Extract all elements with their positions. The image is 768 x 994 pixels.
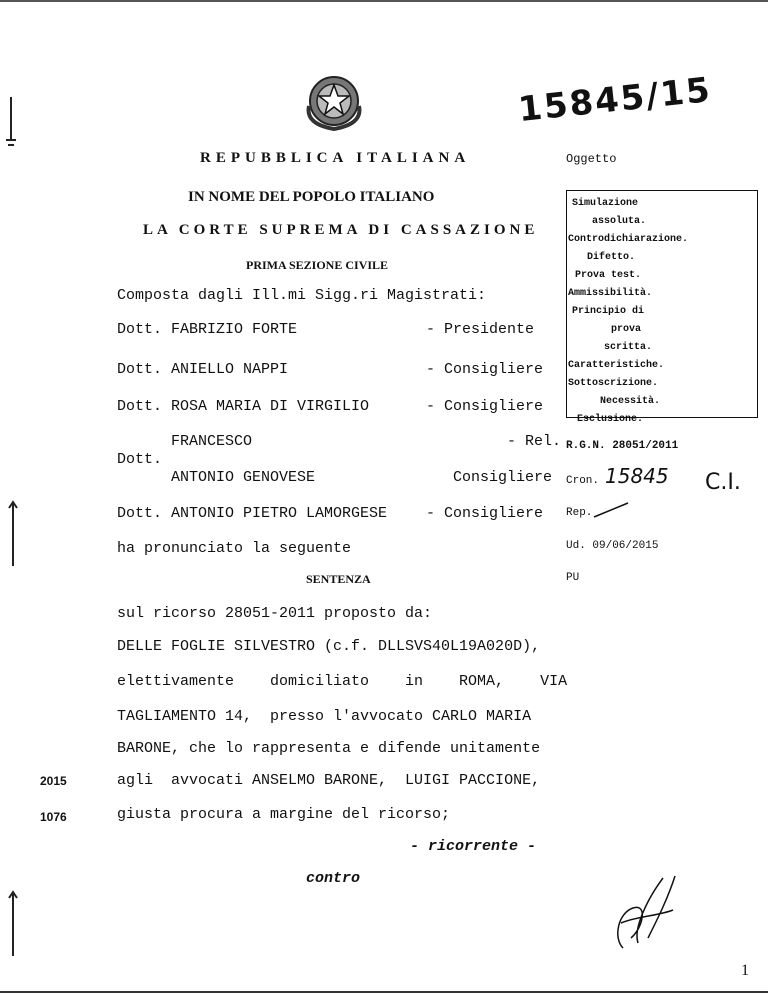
subject-line: Controdichiarazione. [568, 234, 689, 245]
pronounced-line: ha pronunciato la seguente [117, 540, 352, 557]
subject-line: prova [611, 324, 642, 335]
subject-line: assoluta. [592, 216, 647, 227]
subject-line: Ammissibilità. [568, 288, 653, 299]
magistrate-role: - Consigliere [426, 505, 544, 522]
magistrate-role: - Consigliere [426, 361, 544, 378]
body-line: agli avvocati ANSELMO BARONE, LUIGI PACCIONE, [117, 772, 541, 789]
ricorrente-label: - ricorrente - [410, 838, 537, 855]
body-line: elettivamente domiciliato in ROMA, VIA [117, 673, 568, 690]
magistrate-name-line1: FRANCESCO [171, 433, 253, 450]
hearing-type: PU [566, 572, 580, 584]
contro-label: contro [306, 870, 361, 887]
subject-line: Caratteristiche. [568, 360, 665, 371]
rep-handwritten-stroke-icon [592, 500, 632, 520]
cron-handwritten-value: 15845 [605, 464, 669, 488]
rep-label: Rep. [566, 507, 593, 519]
section-heading: PRIMA SEZIONE CIVILE [246, 258, 389, 272]
court-heading: LA CORTE SUPREMA DI CASSAZIONE [143, 222, 539, 238]
subject-line: scritta. [604, 342, 653, 353]
subject-line: Prova test. [575, 270, 642, 281]
body-line: DELLE FOGLIE SILVESTRO (c.f. DLLSVS40L19A020D), [117, 638, 541, 655]
magistrate-role-line2: Consigliere [453, 469, 553, 486]
oggetto-label: Oggetto [566, 152, 617, 166]
composition-line: Composta dagli Ill.mi Sigg.ri Magistrati: [117, 287, 487, 304]
sentenza-heading: SENTENZA [306, 572, 371, 586]
subject-line: Principio di [572, 306, 645, 317]
binder-mark-icon [4, 95, 18, 150]
body-line: BARONE, che lo rappresenta e difende unitamente [117, 740, 541, 757]
page-number: 1 [741, 962, 749, 979]
republic-heading: REPUBBLICA ITALIANA [200, 150, 471, 166]
bottom-scan-border [0, 991, 768, 993]
body-line: sul ricorso 28051-2011 proposto da: [117, 605, 433, 622]
body-line: TAGLIAMENTO 14, presso l'avvocato CARLO MARIA [117, 708, 532, 725]
cron-label: Cron. [566, 475, 600, 487]
margin-year: 2015 [40, 774, 67, 788]
magistrate-name: Dott. ROSA MARIA DI VIRGILIO [117, 398, 370, 415]
binder-mark-icon [6, 500, 20, 570]
top-scan-border [0, 0, 768, 2]
magistrate-prefix: Dott. [117, 451, 163, 468]
body-line: giusta procura a margine del ricorso; [117, 806, 451, 823]
subject-line: Esclusione. [577, 414, 644, 425]
subject-line: Simulazione [572, 198, 639, 209]
subject-box [566, 190, 758, 425]
margin-number: 1076 [40, 810, 67, 824]
people-heading: IN NOME DEL POPOLO ITALIANO [188, 189, 435, 205]
ci-handwritten: C.I. [705, 470, 741, 495]
magistrate-name: Dott. ANTONIO PIETRO LAMORGESE [117, 505, 388, 522]
magistrate-name-line2: ANTONIO GENOVESE [171, 469, 316, 486]
magistrate-name: Dott. FABRIZIO FORTE [117, 321, 298, 338]
signature-icon [603, 868, 683, 958]
magistrate-role: - Consigliere [426, 398, 544, 415]
magistrate-role: - Presidente [426, 321, 535, 338]
handwritten-protocol-number: 15845/15 [516, 69, 714, 131]
italian-republic-emblem-icon [303, 72, 365, 132]
rgn-label: R.G.N. 28051/2011 [566, 440, 679, 452]
magistrate-role-line1: - Rel. [507, 433, 562, 450]
subject-line: Sottoscrizione. [568, 378, 659, 389]
subject-line: Necessità. [600, 396, 661, 407]
magistrate-name: Dott. ANIELLO NAPPI [117, 361, 289, 378]
hearing-date: Ud. 09/06/2015 [566, 540, 659, 552]
subject-line: Difetto. [587, 252, 636, 263]
binder-mark-icon [6, 890, 20, 960]
